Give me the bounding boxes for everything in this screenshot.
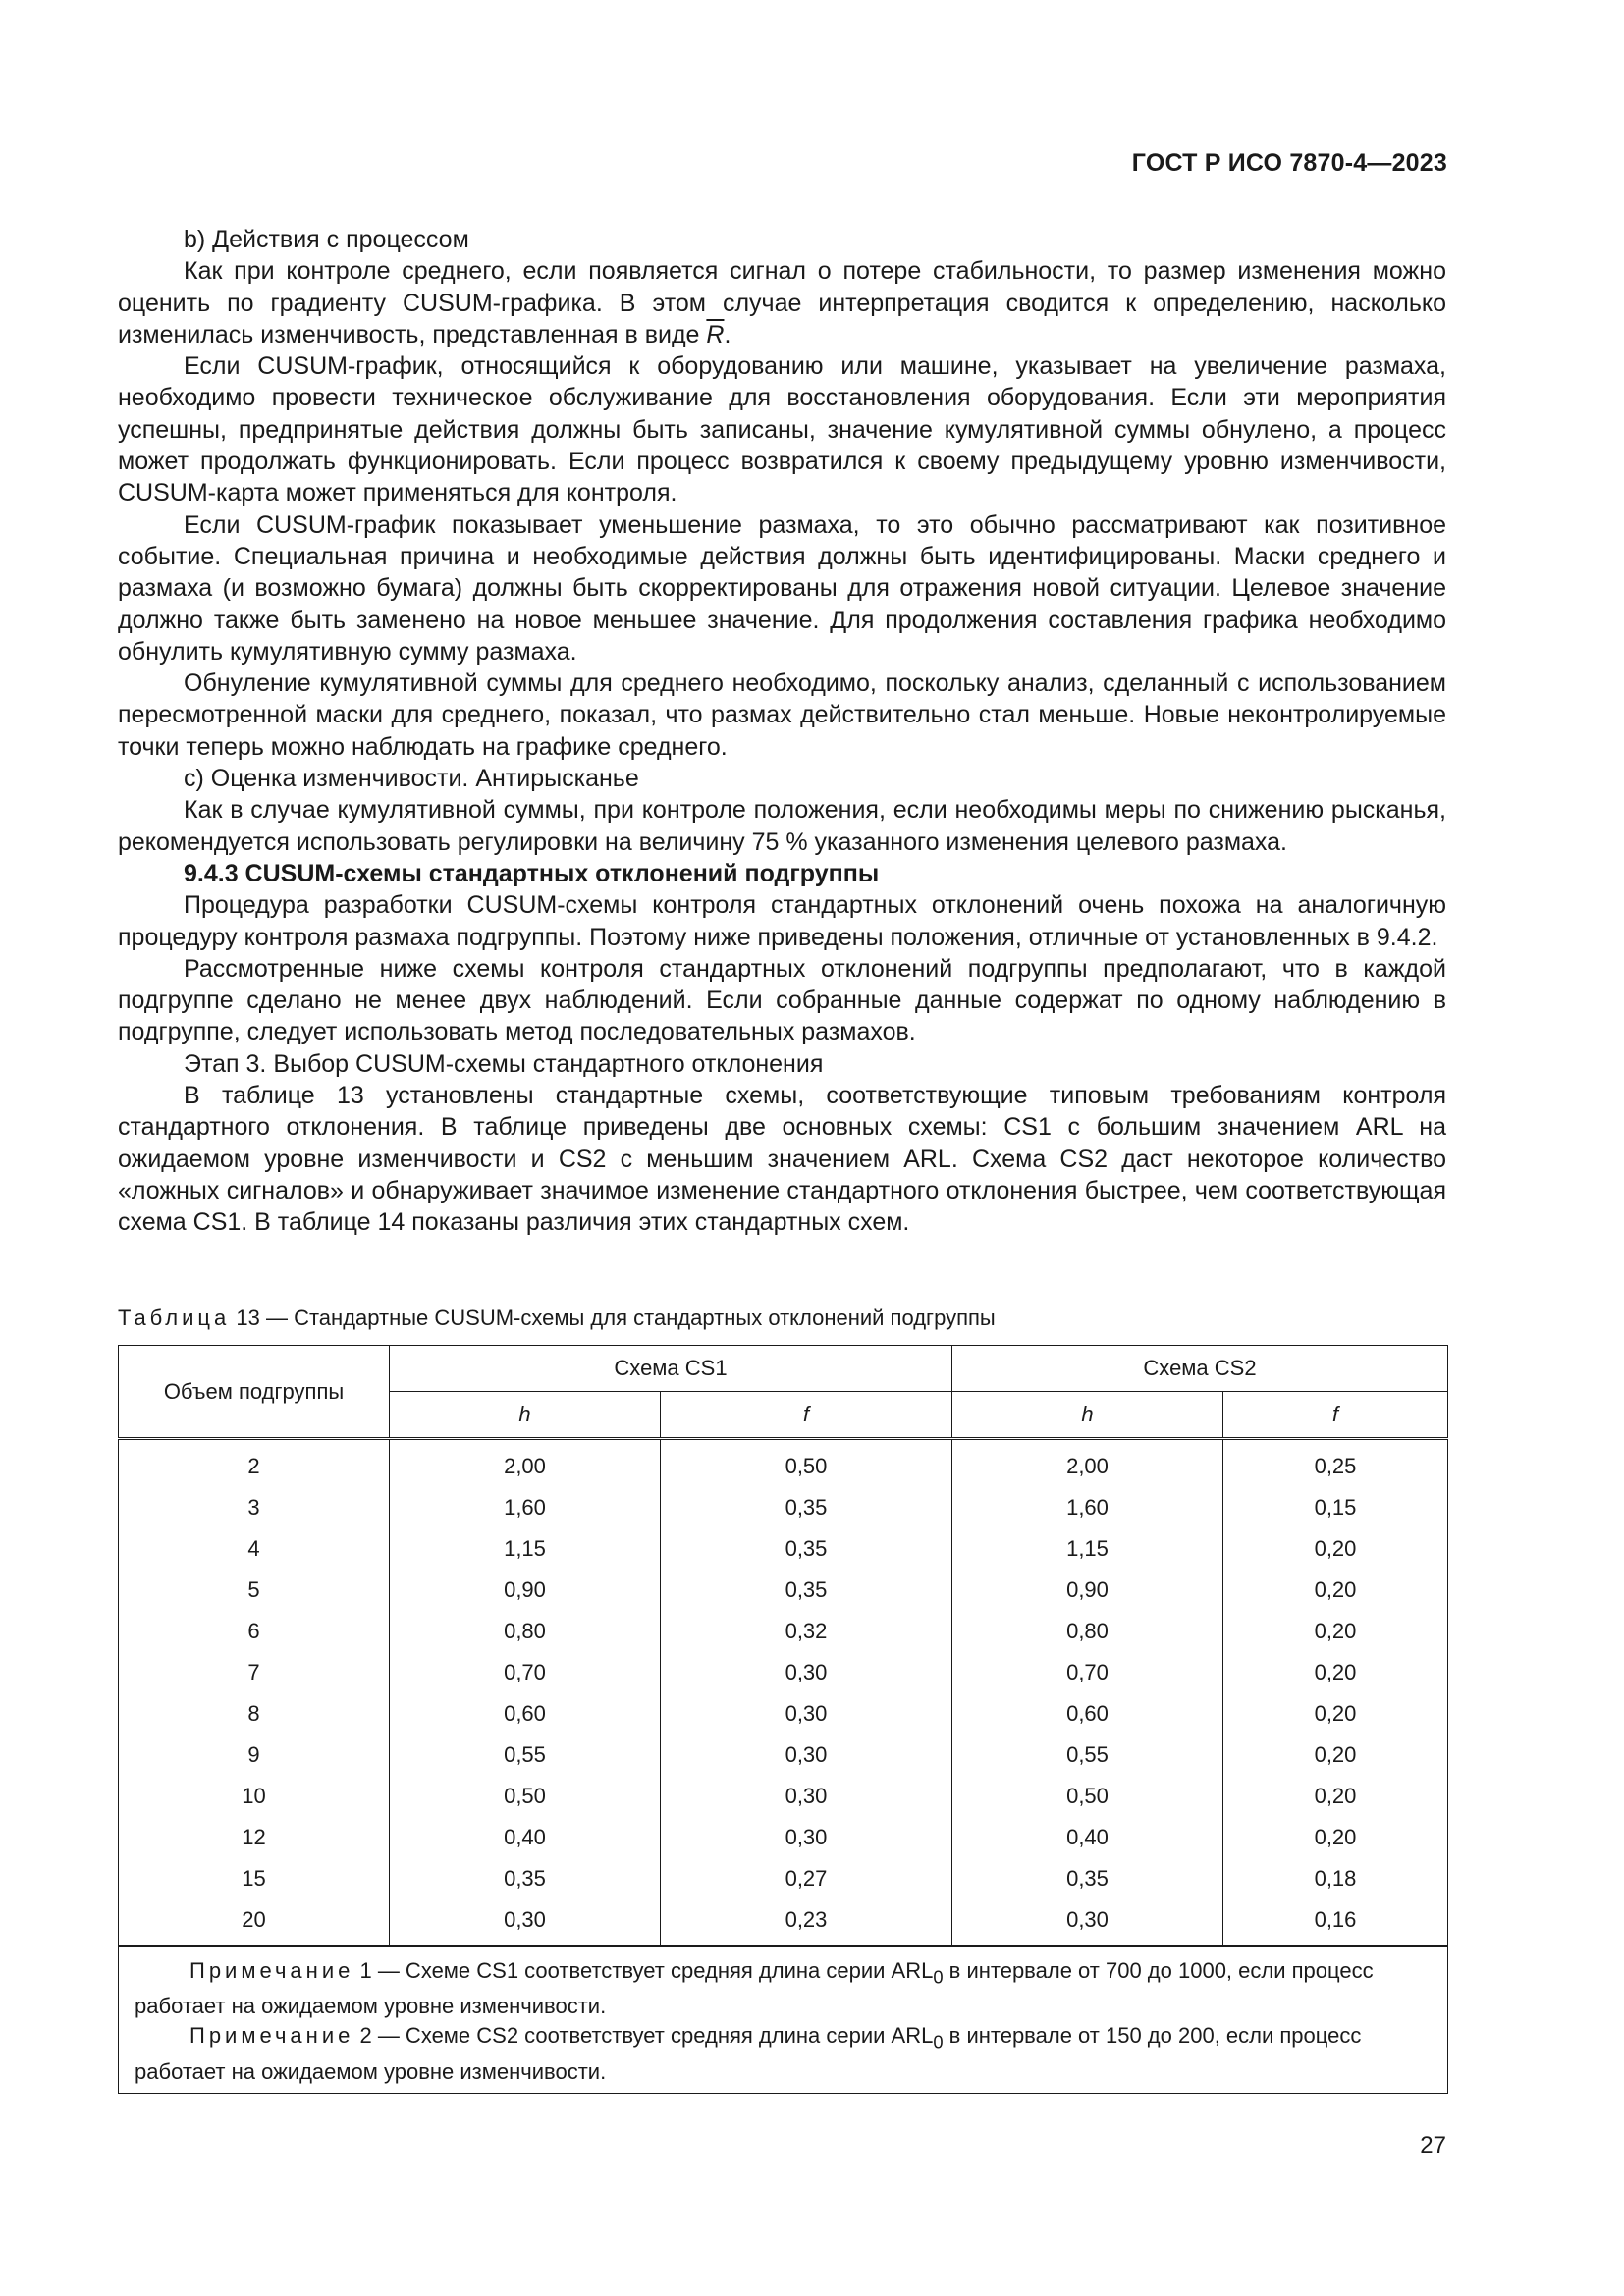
table-cell: 0,20 — [1223, 1776, 1448, 1817]
note-2-subscript: 0 — [933, 2031, 944, 2053]
header-cs2-h: h — [952, 1392, 1223, 1439]
table-row — [119, 1487, 1448, 1528]
header-cs2-f: f — [1223, 1392, 1448, 1439]
header-scheme-cs1: Схема CS1 — [390, 1346, 952, 1392]
paragraph-b1-text: Как при контроле среднего, если появляется сигнал о потере стабильности, то размер изменения можно оценить по градиенту CUSUM-графика. В этом случае интерпретация сводится к определению, насколько изменилась изменчивость, представленная в виде — [118, 257, 1446, 348]
table-cell: 0,30 — [661, 1693, 952, 1735]
table-cell: 4 — [119, 1528, 390, 1570]
subsection-b-title: b) Действия с процессом — [184, 226, 469, 253]
table-row — [119, 1858, 1448, 1899]
table-cell: 0,35 — [661, 1570, 952, 1611]
paragraph-b2: Если CUSUM-график, относящийся к оборудованию или машине, указывает на увеличение размаха, необходимо провести техническое обслуживание для восстановления оборудования. Если эти мероприятия успешны, предпринятые действия должны быть записаны, значение кумулятивной суммы обнулено, а процесс может продолжать функционировать. Если процесс возвратился к своему предыдущему уровню изменчивости, CUSUM-карта может применяться для контроля. — [118, 352, 1446, 507]
table-cell: 0,90 — [952, 1570, 1223, 1611]
table-cell: 0,30 — [952, 1899, 1223, 1946]
table-cell: 0,35 — [952, 1858, 1223, 1899]
table-cell: 0,18 — [1223, 1858, 1448, 1899]
note-1-text-end: в интервале от 700 до 1000, если процесс работает на ожидаемом уровне изменчивости. — [135, 1958, 1374, 2019]
table-caption-text: 13 — Стандартные CUSUM-схемы для стандартных отклонений подгруппы — [236, 1306, 996, 1330]
paragraph-stage-3: В таблице 13 установлены стандартные схемы, соответствующие типовым требованиям контроля стандартного отклонения. В таблице приведены две основных схемы: CS1 с большим значением ARL на ожидаемом уровне изменчивости и CS2 с меньшим значением ARL. Схема CS2 даст некоторое количество «ложных сигналов» и обнаруживает значимое изменение стандартного отклонения быстрее, чем соответствующая схема CS1. В таблице 14 показаны различия этих стандартных схем. — [118, 1082, 1446, 1237]
table-cell: 0,30 — [661, 1735, 952, 1776]
table-row — [119, 1570, 1448, 1611]
table-cell: 0,55 — [952, 1735, 1223, 1776]
note-1-text: 1 — Схеме CS1 соответствует средняя длина серии ARL — [359, 1958, 934, 1983]
section-943-heading: 9.4.3 CUSUM-схемы стандартных отклонений подгруппы — [184, 859, 880, 887]
table-cell: 2,00 — [390, 1439, 661, 1488]
table-cell: 10 — [119, 1776, 390, 1817]
table-row — [119, 1735, 1448, 1776]
table-row — [119, 1817, 1448, 1858]
table-cell: 0,40 — [952, 1817, 1223, 1858]
table-notes — [119, 1946, 1448, 2093]
table-cell: 0,35 — [661, 1487, 952, 1528]
header-subgroup-size: Объем подгруппы — [119, 1346, 390, 1439]
table-cell: 0,60 — [952, 1693, 1223, 1735]
stage-3-title: Этап 3. Выбор CUSUM-схемы стандартного отклонения — [184, 1049, 824, 1078]
table-cell: 0,20 — [1223, 1611, 1448, 1652]
table-cell: 1,15 — [390, 1528, 661, 1570]
subsection-c-title: c) Оценка изменчивости. Антирысканье — [184, 765, 639, 793]
table-cell: 0,55 — [390, 1735, 661, 1776]
table-cell: 8 — [119, 1693, 390, 1735]
table-cell: 6 — [119, 1611, 390, 1652]
table-cell: 0,27 — [661, 1858, 952, 1899]
table-caption — [118, 1304, 996, 1333]
table-cell: 0,30 — [661, 1652, 952, 1693]
table-cell: 0,15 — [1223, 1487, 1448, 1528]
table-note-1 — [135, 1956, 1432, 2021]
note-1-label: Примечание — [189, 1958, 354, 1983]
table-cell: 0,23 — [661, 1899, 952, 1946]
header-cs1-f: f — [661, 1392, 952, 1439]
table-cell: 3 — [119, 1487, 390, 1528]
r-bar-symbol: $\overline{R}$ — [706, 320, 725, 348]
page-number: 27 — [1420, 2132, 1446, 2159]
table-cell: 0,50 — [952, 1776, 1223, 1817]
table-row — [119, 1899, 1448, 1946]
table-note-2 — [135, 2021, 1432, 2086]
table-cell: 1,60 — [952, 1487, 1223, 1528]
table-cell: 0,20 — [1223, 1570, 1448, 1611]
table-row — [119, 1693, 1448, 1735]
table-cell: 0,60 — [390, 1693, 661, 1735]
table-cell: 0,35 — [661, 1528, 952, 1570]
header-cs1-h: h — [390, 1392, 661, 1439]
note-2-label: Примечание — [189, 2023, 354, 2049]
table-row — [119, 1439, 1448, 1488]
table-row — [119, 1528, 1448, 1570]
table-cell: 0,70 — [390, 1652, 661, 1693]
table-cell: 0,40 — [390, 1817, 661, 1858]
table-cell: 0,90 — [390, 1570, 661, 1611]
table-cell: 0,20 — [1223, 1652, 1448, 1693]
table-cell: 12 — [119, 1817, 390, 1858]
table-cell: 0,20 — [1223, 1693, 1448, 1735]
note-1-subscript: 0 — [933, 1966, 944, 1988]
table-cell: 20 — [119, 1899, 390, 1946]
note-2-text: 2 — Схеме CS2 соответствует средняя длина серии ARL — [359, 2023, 934, 2049]
table-cell: 0,32 — [661, 1611, 952, 1652]
table-row — [119, 1776, 1448, 1817]
table-cell: 0,80 — [390, 1611, 661, 1652]
table-row — [119, 1652, 1448, 1693]
table-cell: 0,25 — [1223, 1439, 1448, 1488]
table-cell: 5 — [119, 1570, 390, 1611]
paragraph-b1-end: . — [724, 320, 731, 348]
document-body — [118, 224, 1446, 1239]
table-cell: 2 — [119, 1439, 390, 1488]
table-cell: 2,00 — [952, 1439, 1223, 1488]
table-caption-label: Таблица — [118, 1306, 231, 1330]
document-header: ГОСТ Р ИСО 7870-4—2023 — [1131, 149, 1447, 177]
paragraph-943-1: Процедура разработки CUSUM-схемы контроля стандартных отклонений очень похожа на аналогичную процедуру контроля размаха подгруппы. Поэтому ниже приведены положения, отличные от установленных в 9.4.2. — [118, 891, 1446, 951]
table-row — [119, 1611, 1448, 1652]
table-cell: 0,50 — [390, 1776, 661, 1817]
table-cell: 1,15 — [952, 1528, 1223, 1570]
table-cell: 0,70 — [952, 1652, 1223, 1693]
table-cell: 0,30 — [390, 1899, 661, 1946]
table-cell: 0,50 — [661, 1439, 952, 1488]
paragraph-b1 — [118, 255, 1446, 350]
header-scheme-cs2: Схема CS2 — [952, 1346, 1448, 1392]
table-cell: 9 — [119, 1735, 390, 1776]
table-cell: 0,20 — [1223, 1528, 1448, 1570]
table-cell: 0,30 — [661, 1776, 952, 1817]
cusum-schemes-table — [118, 1345, 1448, 2094]
table-cell: 0,20 — [1223, 1817, 1448, 1858]
table-cell: 7 — [119, 1652, 390, 1693]
table-cell: 0,35 — [390, 1858, 661, 1899]
paragraph-b4: Обнуление кумулятивной суммы для среднего необходимо, поскольку анализ, сделанный с использованием пересмотренной маски для среднего, показал, что размах действительно стал меньше. Новые неконтролируемые точки теперь можно наблюдать на графике среднего. — [118, 669, 1446, 761]
note-2-text-end: в интервале от 150 до 200, если процесс работает на ожидаемом уровне изменчивости. — [135, 2023, 1362, 2084]
table-cell: 1,60 — [390, 1487, 661, 1528]
table-cell: 15 — [119, 1858, 390, 1899]
table-cell: 0,30 — [661, 1817, 952, 1858]
table-body — [119, 1439, 1448, 1947]
paragraph-b3: Если CUSUM-график показывает уменьшение размаха, то это обычно рассматривают как позитивное событие. Специальная причина и необходимые действия должны быть идентифицированы. Маски среднего и размаха (и возможно бумага) должны быть скорректированы для отражения новой ситуации. Целевое значение должно также быть заменено на новое меньшее значение. Для продолжения составления графика необходимо обнулить кумулятивную сумму размаха. — [118, 510, 1446, 666]
table-cell: 0,80 — [952, 1611, 1223, 1652]
table-cell: 0,20 — [1223, 1735, 1448, 1776]
paragraph-c1: Как в случае кумулятивной суммы, при контроле положения, если необходимы меры по снижению рысканья, рекомендуется использовать регулировки на величину 75 % указанного изменения целевого размаха. — [118, 796, 1446, 856]
paragraph-943-2: Рассмотренные ниже схемы контроля стандартных отклонений подгруппы предполагают, что в каждой подгруппе сделано не менее двух наблюдений. Если собранные данные содержат по одному наблюдению в подгруппе, следует использовать метод последовательных размахов. — [118, 954, 1446, 1046]
table-cell: 0,16 — [1223, 1899, 1448, 1946]
